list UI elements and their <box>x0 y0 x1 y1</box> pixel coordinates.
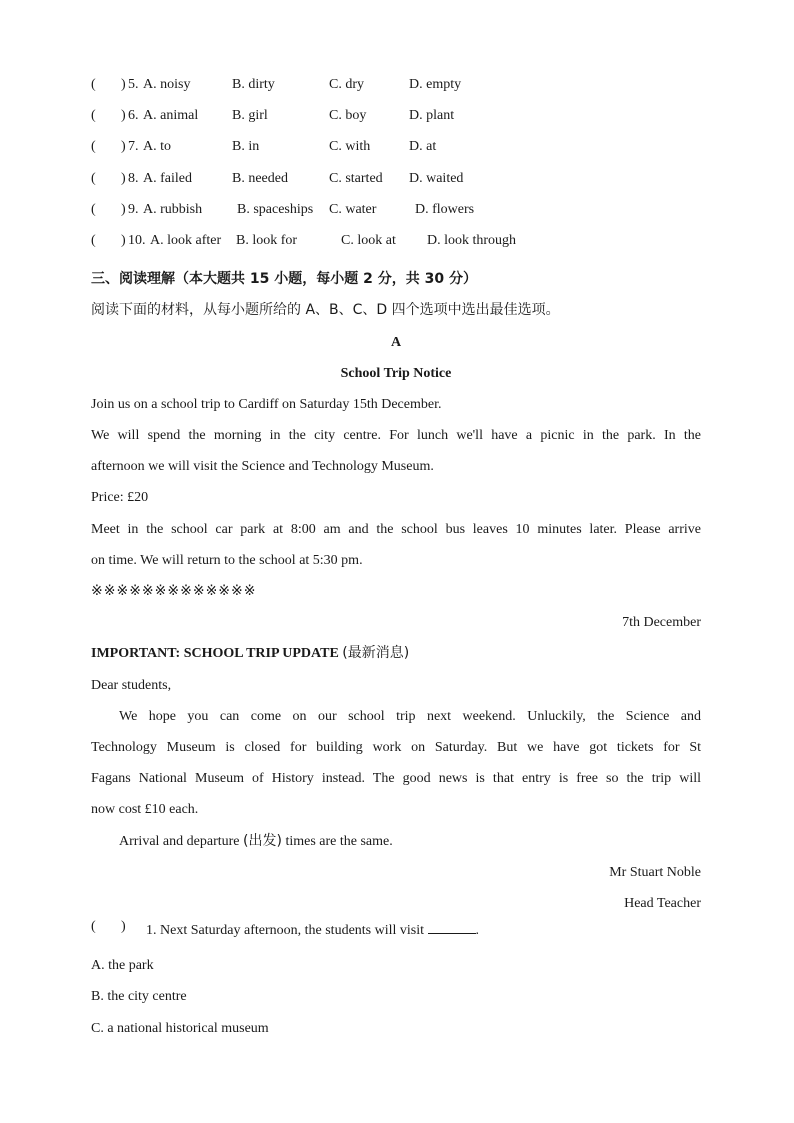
option-b[interactable]: B. needed <box>232 170 288 186</box>
cloze-question-list <box>91 77 701 264</box>
cloze-question-row <box>91 77 701 108</box>
option-a[interactable]: A. noisy <box>143 77 191 92</box>
question-end: . <box>475 923 480 939</box>
notice-line: Meet in the school car park at 8:00 am and the school bus leaves 10 minutes later. Please arrive <box>91 521 701 537</box>
open-paren: ( <box>91 108 96 124</box>
open-paren: ( <box>91 139 96 155</box>
answer-option[interactable]: B. the city centre <box>91 989 187 1005</box>
close-paren: ) <box>121 201 126 217</box>
greeting: Dear students, <box>91 677 172 693</box>
signature-title: Head Teacher <box>624 895 701 911</box>
option-a[interactable]: A. rubbish <box>143 201 203 217</box>
option-d[interactable]: D. plant <box>409 108 455 124</box>
arrival-cn: (出发) <box>243 832 282 849</box>
answer-option[interactable]: C. a national historical museum <box>91 1020 269 1036</box>
section-instruction: 阅读下面的材料，从每小题所给的 A、B、C、D 四个选项中选出最佳选项。 <box>91 302 560 319</box>
option-b[interactable]: B. dirty <box>232 77 275 92</box>
cloze-question-row <box>91 139 701 170</box>
option-b[interactable]: B. girl <box>232 108 268 124</box>
update-date: 7th December <box>622 615 701 631</box>
arrival-line <box>91 826 701 857</box>
cloze-question-row <box>91 202 701 233</box>
close-paren: ) <box>121 77 126 92</box>
option-a[interactable]: A. to <box>143 139 171 155</box>
question-number: 8. <box>128 170 139 186</box>
notice-line: on time. We will return to the school at 5:30 pm. <box>91 552 363 568</box>
option-d[interactable]: D. look through <box>427 232 517 248</box>
option-c[interactable]: C. boy <box>329 108 367 124</box>
question-number: 5. <box>128 77 139 92</box>
option-c[interactable]: C. with <box>329 139 371 155</box>
open-paren: ( <box>91 170 96 186</box>
option-c[interactable]: C. water <box>329 201 377 217</box>
update-line: now cost £10 each. <box>91 802 199 818</box>
notice-line: We will spend the morning in the city centre. For lunch we'll have a picnic in the park. In the <box>91 428 701 444</box>
cloze-question-row <box>91 171 701 202</box>
signature-name: Mr Stuart Noble <box>609 864 701 880</box>
option-b[interactable]: B. spaceships <box>237 201 314 217</box>
update-line: Technology Museum is closed for building work on Saturday. But we have got tickets for St <box>91 739 701 755</box>
notice-price: Price: £20 <box>91 490 149 506</box>
update-heading-cn: (最新消息) <box>342 645 410 662</box>
question-stem: 1. Next Saturday afternoon, the students will visit <box>146 923 425 939</box>
close-paren: ) <box>121 170 126 186</box>
option-d[interactable]: D. empty <box>409 77 462 92</box>
question-open-paren: ( <box>91 919 96 935</box>
option-a[interactable]: A. animal <box>143 108 199 124</box>
option-b[interactable]: B. look for <box>236 232 298 248</box>
update-heading-en: IMPORTANT: SCHOOL TRIP UPDATE <box>91 646 339 662</box>
option-c[interactable]: C. started <box>329 170 383 186</box>
passage-letter: A <box>390 334 402 350</box>
question-number: 10. <box>128 232 146 248</box>
option-a[interactable]: A. failed <box>143 170 192 186</box>
open-paren: ( <box>91 201 96 217</box>
option-d[interactable]: D. waited <box>409 170 464 186</box>
option-c[interactable]: C. look at <box>341 232 396 248</box>
close-paren: ) <box>121 139 126 155</box>
question-number: 9. <box>128 201 139 217</box>
arrival-post: times are the same. <box>281 833 393 849</box>
question-number: 7. <box>128 139 139 155</box>
option-a[interactable]: A. look after <box>150 232 222 248</box>
update-line: We hope you can come on our school trip next weekend. Unluckily, the Science and <box>119 708 701 724</box>
exam-page <box>91 77 701 1044</box>
update-line: Fagans National Museum of History instead. The good news is that entry is free so the trip will <box>91 771 701 787</box>
notice-line: afternoon we will visit the Science and Technology Museum. <box>91 459 434 475</box>
option-c[interactable]: C. dry <box>329 77 364 92</box>
section-heading: 三、阅读理解（本大题共 15 小题，每小题 2 分，共 30 分） <box>91 271 477 288</box>
question-close-paren: ) <box>121 919 126 935</box>
cloze-question-row <box>91 233 701 264</box>
reading-question <box>91 919 701 950</box>
answer-option[interactable]: A. the park <box>91 958 154 974</box>
question-number: 6. <box>128 108 139 124</box>
update-heading <box>91 638 701 669</box>
question-stem-wrap <box>146 919 479 939</box>
arrival-pre: Arrival and departure <box>119 833 243 849</box>
answer-blank[interactable] <box>428 919 476 934</box>
close-paren: ) <box>121 108 126 124</box>
option-d[interactable]: D. flowers <box>415 201 475 217</box>
passage-title: School Trip Notice <box>340 365 452 381</box>
option-d[interactable]: D. at <box>409 139 437 155</box>
separator: ※※※※※※※※※※※※※ <box>91 583 257 599</box>
open-paren: ( <box>91 232 96 248</box>
notice-line: Join us on a school trip to Cardiff on Saturday 15th December. <box>91 396 442 412</box>
open-paren: ( <box>91 77 96 92</box>
option-b[interactable]: B. in <box>232 139 260 155</box>
close-paren: ) <box>121 232 126 248</box>
cloze-question-row <box>91 108 701 139</box>
